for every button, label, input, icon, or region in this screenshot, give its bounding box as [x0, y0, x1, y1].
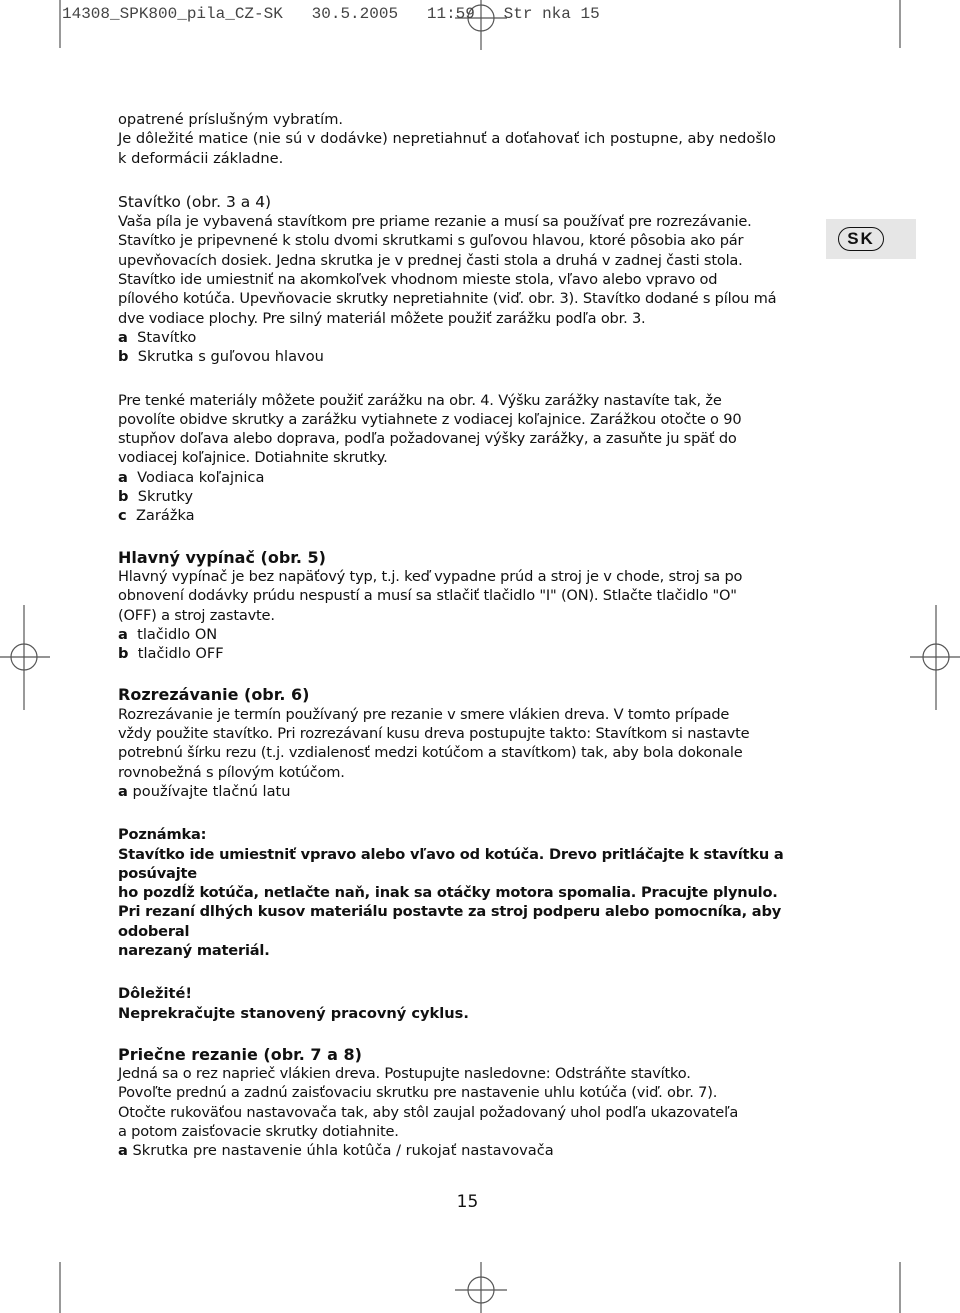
paragraph-line: Vaša píla je vybavená stavítkom pre priame rezanie a musí sa používať pre rozrezávanie.: [118, 213, 752, 231]
priecne-section: [118, 1045, 818, 1161]
intro-section: [118, 110, 818, 168]
paragraph-line: upevňovacích dosiek. Jedna skrutka je v prednej časti stola a druhá v zadnej časti stola.: [118, 251, 743, 269]
paragraph-line: dve vodiace plochy. Pre silný materiál môžete použiť zarážku podľa obr. 3.: [118, 309, 646, 327]
paragraph-line: Hlavný vypínač je bez napäťový typ, t.j. keď vypadne prúd a stroj je v chode, stroj sa po: [118, 567, 743, 585]
paragraph-line: a potom zaisťovacie skrutky dotiahnite.: [118, 1123, 399, 1141]
paragraph-line: vodiacej koľajnice. Dotiahnite skrutky.: [118, 449, 388, 467]
intro-line: k deformácii základne.: [118, 149, 284, 167]
item-text: Skrutka s guľovou hlavou: [137, 348, 324, 366]
list-item: [118, 487, 818, 506]
print-header: 14308_SPK800_pila_CZ-SK 30.5.2005 11:59 Str nka 15: [62, 5, 600, 23]
note-line: ho pozdĺž kotúča, netlačte naň, inak sa otáčky motora spomalia. Pracujte plynulo.: [118, 884, 778, 902]
paragraph-line: vždy použite stavítko. Pri rozrezávaní kusu dreva postupujte takto: Stavítkom si nastavte: [118, 725, 750, 743]
paragraph-line: (OFF) a stroj zastavte.: [118, 606, 275, 624]
paragraph-line: rovnobežná s pílovým kotúčom.: [118, 763, 345, 781]
paragraph-line: pílového kotúča. Upevňovacie skrutky nepretiahnite (viď. obr. 3). Stavítko dodané s pílou má: [118, 290, 777, 308]
list-item: [118, 468, 818, 487]
list-item: [118, 625, 818, 644]
item-text: Zarážka: [135, 507, 195, 525]
intro-line: opatrené príslušným vybratím.: [118, 111, 344, 128]
poznamka-section: [118, 825, 818, 960]
list-item: [118, 506, 818, 525]
item-letter: a: [118, 1142, 128, 1160]
item-letter: a: [118, 468, 128, 486]
list-item: [118, 782, 818, 801]
paragraph-line: povolíte obidve skrutky a zarážku vytiahnete z vodiacej koľajnice. Zarážkou otočte o 90: [118, 410, 742, 428]
item-text: tlačidlo ON: [137, 625, 218, 643]
paragraph-line: Otočte rukoväťou nastavovača tak, aby stôl zaujal požadovaný uhol podľa ukazovateľa: [118, 1103, 739, 1121]
item-text: tlačidlo OFF: [137, 645, 224, 663]
paragraph-line: Povoľte prednú a zadnú zaisťovaciu skrutku pre nastavenie uhlu kotúča (viď. obr. 7).: [118, 1084, 718, 1102]
note-line: narezaný materiál.: [118, 941, 270, 959]
item-text: Vodiaca koľajnica: [137, 468, 265, 486]
paragraph-line: Rozrezávanie je termín používaný pre rezanie v smere vlákien dreva. V tomto prípade: [118, 705, 730, 723]
stavitko-section: [118, 193, 818, 367]
language-tab: [826, 219, 916, 259]
rozrezavanie-section: [118, 685, 818, 801]
section-heading-stavitko: Stavítko (obr. 3 a 4): [118, 192, 272, 211]
paragraph-line: Pre tenké materiály môžete použiť zarážku na obr. 4. Výšku zarážky nastavíte tak, že: [118, 391, 722, 409]
language-tag-label: SK: [838, 227, 884, 251]
item-letter: b: [118, 645, 129, 663]
list-item: [118, 347, 818, 366]
item-letter: a: [118, 782, 128, 800]
note-heading: Poznámka:: [118, 826, 207, 844]
item-text: používajte tlačnú latu: [132, 782, 291, 800]
vypinac-section: [118, 548, 818, 664]
paragraph-line: potrebnú šírku rezu (t.j. vzdialenosť medzi kotúčom a stavítkom) tak, aby bola dokonale: [118, 744, 743, 762]
section-heading-vypinac: Hlavný vypínač (obr. 5): [118, 547, 326, 567]
item-text: Stavítko: [137, 328, 197, 346]
page-number: 15: [456, 1192, 479, 1212]
paragraph-line: Stavítko ide umiestniť na akomkoľvek vhodnom mieste stola, vľavo alebo vpravo od: [118, 271, 718, 289]
dolezite-section: [118, 984, 818, 1023]
paragraph-line: Stavítko je pripevnené k stolu dvomi skrutkami s guľovou hlavou, ktoré pôsobia ako pár: [118, 232, 744, 250]
item-text: Skrutka pre nastavenie úhla kotûča / rukojať nastavovača: [132, 1142, 554, 1160]
note-line: Pri rezaní dlhých kusov materiálu postavte za stroj podperu alebo pomocníka, aby odoberal: [118, 903, 782, 940]
list-item: [118, 644, 818, 663]
paragraph-line: stupňov doľava alebo doprava, podľa požadovanej výšky zarážky, a zasuňte ju späť do: [118, 430, 737, 448]
item-text: Skrutky: [137, 488, 193, 506]
list-item: [118, 1141, 818, 1160]
paragraph-line: obnovení dodávky prúdu nespustí a musí sa stlačiť tlačidlo "I" (ON). Stlačte tlačidlo "O": [118, 587, 737, 605]
zarazka-section: [118, 391, 818, 526]
item-letter: b: [118, 348, 129, 366]
intro-line: Je dôležité matice (nie sú v dodávke) nepretiahnuť a doťahovať ich postupne, aby nedošlo: [118, 130, 776, 148]
item-letter: b: [118, 488, 129, 506]
item-letter: a: [118, 625, 128, 643]
paragraph-line: Jedná sa o rez naprieč vlákien dreva. Postupujte nasledovne: Odstráňte stavítko.: [118, 1065, 691, 1083]
page-body: [118, 110, 818, 1161]
warning-heading: Dôležité!: [118, 985, 193, 1003]
note-line: Stavítko ide umiestniť vpravo alebo vľavo od kotúča. Drevo pritláčajte k stavítku a posúvajte: [118, 845, 784, 882]
warning-text: Neprekračujte stanovený pracovný cyklus.: [118, 1004, 469, 1022]
item-letter: c: [118, 507, 127, 525]
section-heading-priecne: Priečne rezanie (obr. 7 a 8): [118, 1044, 362, 1064]
list-item: [118, 328, 818, 347]
item-letter: a: [118, 328, 128, 346]
section-heading-rozrezavanie: Rozrezávanie (obr. 6): [118, 685, 310, 705]
